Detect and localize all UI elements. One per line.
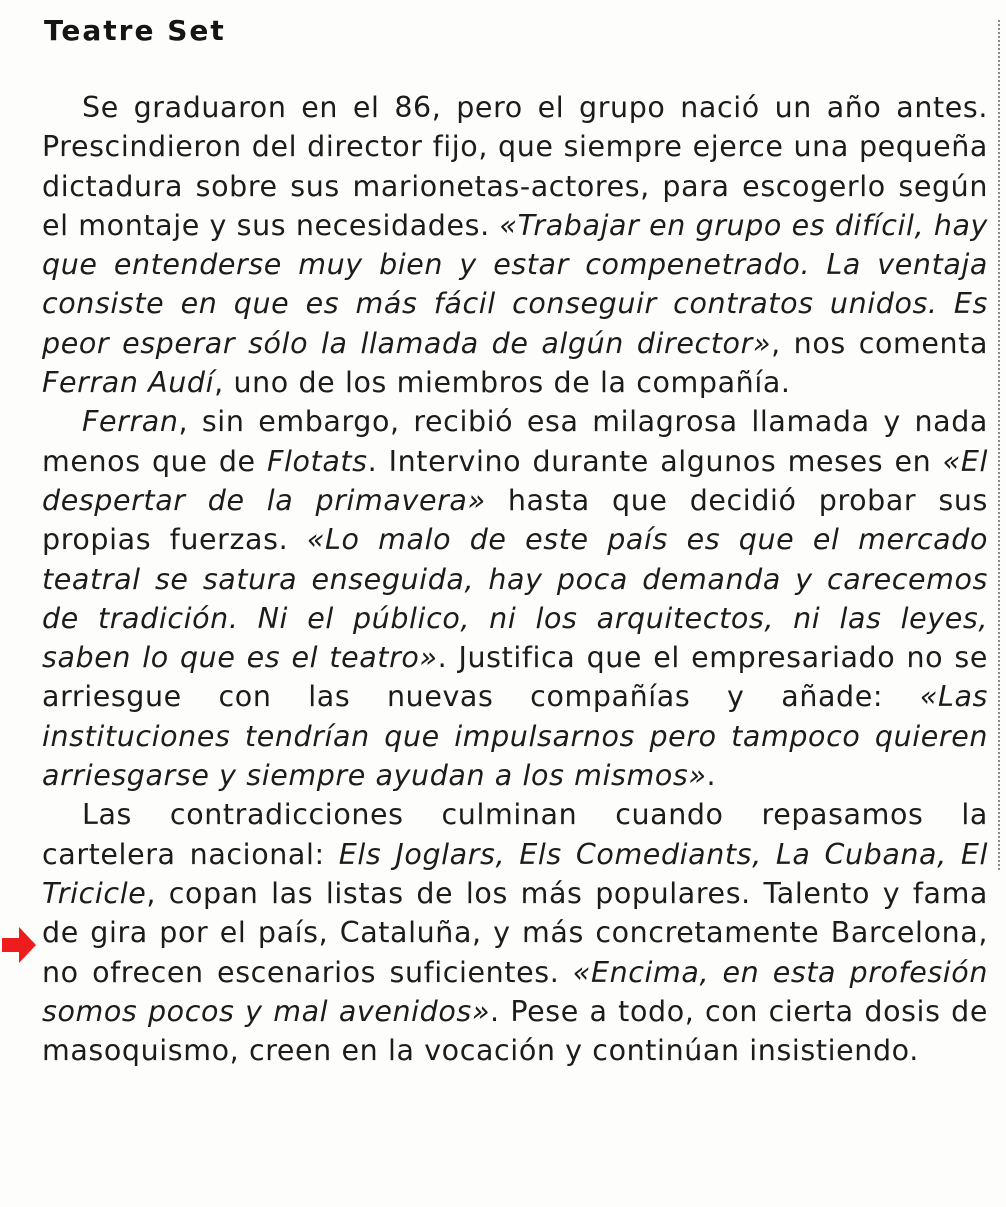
p2-text-5: . (706, 759, 717, 793)
p2-quote-2: «Lo malo de este país es que el mercado teatral se satura enseguida, hay poca demanda y carecemos de tradición. Ni el público, ni los arquitectos, ni las leyes, saben lo que es el teatro» (42, 523, 988, 675)
p1-text-2: , nos comenta (771, 326, 989, 360)
p2-text-3: hasta que decidió probar sus propias fuerzas. (42, 483, 988, 557)
p1-text-1: Se graduaron en el 86, pero el grupo nació un año antes. Prescindieron del director fijo, que siempre ejerce una pequeña dictadura sobre sus marionetas-actores, para escogerlo según el montaje y sus necesidades. (42, 91, 988, 242)
paragraph-2 (42, 402, 988, 795)
p2-text-1: , sin embargo, recibió esa milagrosa llamada y nada menos que de (42, 405, 988, 478)
p2-name-flotats: Flotats (267, 444, 368, 478)
article-title: Teatre Set (44, 14, 226, 47)
red-arrow-icon (2, 927, 36, 963)
p2-quote-3: «Las instituciones tendrían que impulsarnos pero tampoco quieren arriesgarse y siempre ayudan a los mismos» (42, 680, 988, 793)
p3-text-1: Las contradicciones culminan cuando repasamos la cartelera nacional: (42, 798, 988, 871)
article-body (42, 88, 988, 1070)
p3-text-3: . Pese a todo, con cierta dosis de masoquismo, creen en la vocación y continúan insistiendo. (42, 994, 988, 1068)
p1-quote-1: «Trabajar en grupo es difícil, hay que entenderse muy bien y estar compenetrado. La ventaja consiste en que es más fácil conseguir contratos unidos. Es peor esperar sólo la llamada de algún director» (42, 208, 989, 360)
p2-quote-play-title: «El despertar de la primavera» (42, 444, 988, 517)
p3-quote-1: «Encima, en esta profesión somos pocos y mal avenidos» (42, 955, 988, 1028)
p2-text-4: . Justifica que el empresariado no se arriesgue con las nuevas compañías y añade: (42, 641, 988, 714)
p1-text-3: , uno de los miembros de la compañía. (214, 366, 791, 400)
p2-name-ferran: Ferran (82, 405, 179, 439)
p2-text-2: . Intervino durante algunos meses en (367, 444, 943, 478)
paragraph-3 (42, 795, 988, 1070)
p3-text-2: , copan las listas de los más populares. Talento y fama de gira por el país, Cataluña, y más concretamente Barcelona, no ofrecen escenarios suficientes. (42, 876, 988, 989)
paragraph-1 (42, 88, 988, 402)
p3-company-names: Els Joglars, Els Comediants, La Cubana, El Tricicle (42, 837, 988, 910)
p1-name-ferran-audi: Ferran Audí (42, 366, 215, 400)
scan-edge-line (998, 20, 1000, 870)
